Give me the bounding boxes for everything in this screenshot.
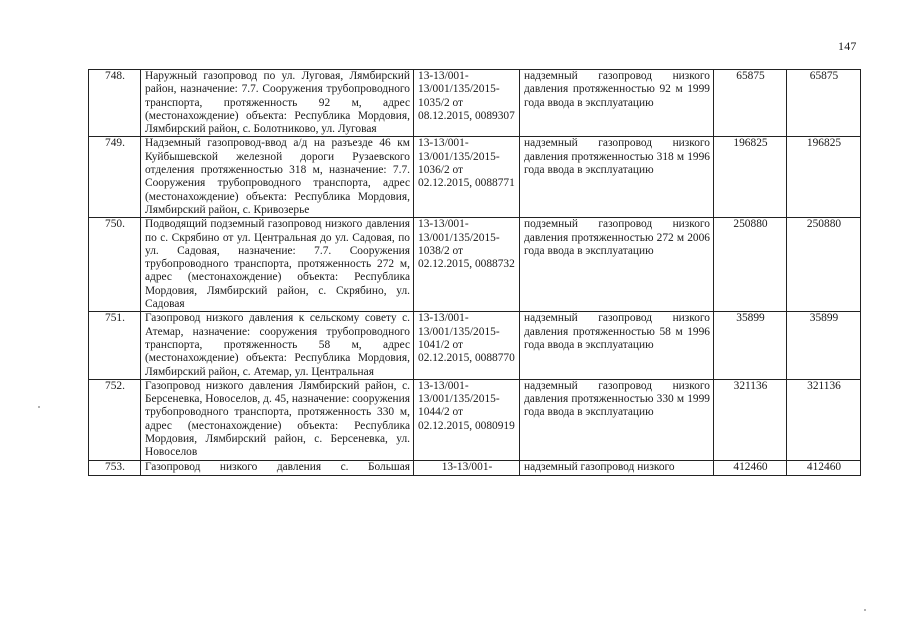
- row-number: 752.: [89, 379, 141, 460]
- object-description: Надземный газопровод-ввод а/д на разъезде 46 км Куйбышевской железной дороги Рузаевского отделения протяженностью 318 м, назначение: 7.7. Сооружения трубопроводного транспорта, адрес (местонахождение) объекта: Республика Мордовия, Лямбирский район, с. Кривозерье: [141, 137, 414, 218]
- row-number: 749.: [89, 137, 141, 218]
- object-characteristics: подземный газопровод низкого давления протяженностью 272 м 2006 года ввода в эксплуатацию: [520, 218, 714, 312]
- object-description: Наружный газопровод по ул. Луговая, Лямбирский район, назначение: 7.7. Сооружения трубопроводного транспорта, протяженность 92 м, адрес (местонахождение) объекта: Республика Мордовия, Лямбирский район, с. Болотниково, ул. Луговая: [141, 70, 414, 137]
- cadastral-record: 13-13/001-13/001/135/2015-1035/2 от 08.12.2015, 0089307: [414, 70, 520, 137]
- table-row: [89, 218, 861, 312]
- object-characteristics: надземный газопровод низкого давления протяженностью 92 м 1999 года ввода в эксплуатацию: [520, 70, 714, 137]
- balance-value: 321136: [714, 379, 787, 460]
- page-number: 147: [838, 39, 857, 53]
- table-row: [89, 312, 861, 379]
- residual-value: 65875: [787, 70, 861, 137]
- residual-value: 196825: [787, 137, 861, 218]
- table-row: [89, 460, 861, 475]
- row-number: 751.: [89, 312, 141, 379]
- scan-speck: [864, 609, 866, 611]
- object-description: Газопровод низкого давления Лямбирский район, с. Берсеневка, Новоселов, д. 45, назначение: сооружения трубопроводного транспорта, протяженность 330 м, адрес (местонахождение) объекта: Республика Мордовия, Лямбирский район, с. Берсеневка, ул. Новоселов: [141, 379, 414, 460]
- cadastral-record: 13-13/001-13/001/135/2015-1038/2 от 02.12.2015, 0088732: [414, 218, 520, 312]
- object-characteristics: надземный газопровод низкого давления протяженностью 330 м 1999 года ввода в эксплуатацию: [520, 379, 714, 460]
- row-number: 748.: [89, 70, 141, 137]
- residual-value: 250880: [787, 218, 861, 312]
- object-characteristics: надземный газопровод низкого: [520, 460, 714, 475]
- table-row: [89, 137, 861, 218]
- row-number: 753.: [89, 460, 141, 475]
- balance-value: 196825: [714, 137, 787, 218]
- cadastral-record: 13-13/001-13/001/135/2015-1036/2 от 02.12.2015, 0088771: [414, 137, 520, 218]
- object-description: Газопровод низкого давления с. Большая: [141, 460, 414, 475]
- residual-value: 35899: [787, 312, 861, 379]
- balance-value: 250880: [714, 218, 787, 312]
- table-row: [89, 379, 861, 460]
- residual-value: 412460: [787, 460, 861, 475]
- object-characteristics: надземный газопровод низкого давления протяженностью 58 м 1996 года ввода в эксплуатацию: [520, 312, 714, 379]
- balance-value: 412460: [714, 460, 787, 475]
- residual-value: 321136: [787, 379, 861, 460]
- object-description: Подводящий подземный газопровод низкого давления по с. Скрябино от ул. Центральная до ул. Садовая, по ул. Садовая, назначение: 7.7. Сооружения трубопроводного транспорта, протяженность 272 м, адрес (местонахождение) объекта: Республика Мордовия, Лямбирский район, с. Скрябино, ул. Садовая: [141, 218, 414, 312]
- row-number: 750.: [89, 218, 141, 312]
- property-registry-table: [88, 69, 861, 476]
- cadastral-record: 13-13/001-13/001/135/2015-1041/2 от 02.12.2015, 0088770: [414, 312, 520, 379]
- scan-speck: [38, 406, 40, 408]
- table-row: [89, 70, 861, 137]
- balance-value: 65875: [714, 70, 787, 137]
- object-description: Газопровод низкого давления к сельскому совету с. Атемар, назначение: сооружения трубопроводного транспорта, протяженность 58 м, адрес (местонахождение) объекта: Республика Мордовия, Лямбирский район, с. Атемар, ул. Центральная: [141, 312, 414, 379]
- cadastral-record: 13-13/001-: [414, 460, 520, 475]
- object-characteristics: надземный газопровод низкого давления протяженностью 318 м 1996 года ввода в эксплуатацию: [520, 137, 714, 218]
- balance-value: 35899: [714, 312, 787, 379]
- cadastral-record: 13-13/001-13/001/135/2015-1044/2 от 02.12.2015, 0080919: [414, 379, 520, 460]
